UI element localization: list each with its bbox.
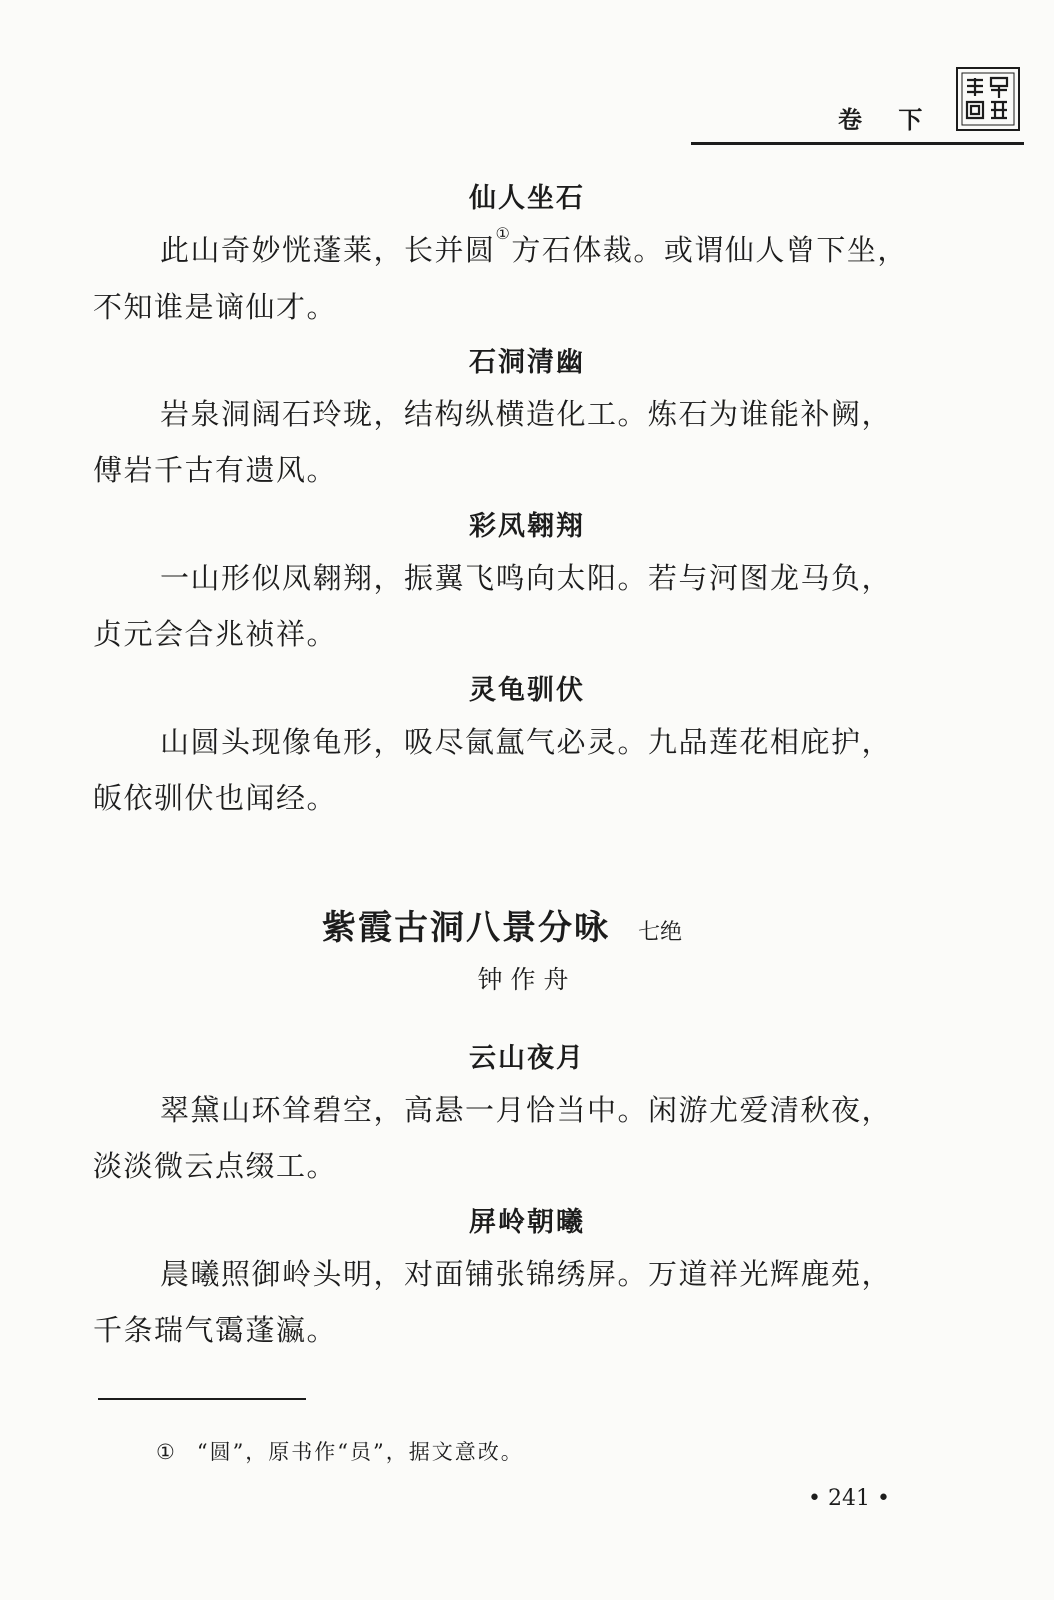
running-head: 卷 下 <box>838 106 937 134</box>
verse-line: 一山形似凤翱翔，振翼飞鸣向太阳。若与河图龙马负， <box>160 561 893 595</box>
poem-form-label: 七绝 <box>638 920 683 945</box>
footnote <box>156 1436 524 1466</box>
verse-line: 淡淡微云点缀工。 <box>93 1149 338 1183</box>
section-title-6: 屏岭朝曦 <box>469 1207 585 1238</box>
section-title-2: 石洞清幽 <box>469 347 585 378</box>
verse-line: 千条瑞气霭蓬瀛。 <box>93 1313 338 1347</box>
section-title-5: 云山夜月 <box>469 1043 585 1074</box>
footnote-mark: ① <box>156 1440 177 1464</box>
verse-line: 傅岩千古有遗风。 <box>93 453 338 487</box>
poem-group-title <box>322 900 682 949</box>
footnote-rule <box>98 1398 306 1400</box>
poem-group-title-text: 紫霞古洞八景分咏 <box>322 908 610 948</box>
section-title-1: 仙人坐石 <box>469 183 585 214</box>
verse-line: 山圆头现像龟形，吸尽氤氲气必灵。九品莲花相庇护， <box>160 725 893 759</box>
verse-line: 贞元会合兆祯祥。 <box>93 617 338 651</box>
section-title-3: 彩凤翱翔 <box>469 511 585 542</box>
footnote-ref[interactable]: ① <box>495 224 512 243</box>
page-number: • 241 • <box>808 1486 890 1511</box>
header-rule <box>691 142 1024 145</box>
seal-stamp-icon <box>955 66 1021 132</box>
verse-line: 晨曦照御岭头明，对面铺张锦绣屏。万道祥光辉鹿苑， <box>160 1257 893 1291</box>
footnote-text: “圆”，原书作“员”，据文意改。 <box>196 1440 524 1464</box>
verse-line: 岩泉洞阔石玲珑，结构纵横造化工。炼石为谁能补阙， <box>160 397 893 431</box>
verse-line: 皈依驯伏也闻经。 <box>93 781 338 815</box>
poem-author: 钟作舟 <box>477 965 577 994</box>
verse-line: 翠黛山环耸碧空，高悬一月恰当中。闲游尤爱清秋夜， <box>160 1093 893 1127</box>
section-title-4: 灵龟驯伏 <box>469 675 585 706</box>
verse-line: 此山奇妙恍蓬莱，长并圆①方石体裁。或谓仙人曾下坐， <box>160 224 908 267</box>
verse-line: 不知谁是谪仙才。 <box>93 290 338 324</box>
